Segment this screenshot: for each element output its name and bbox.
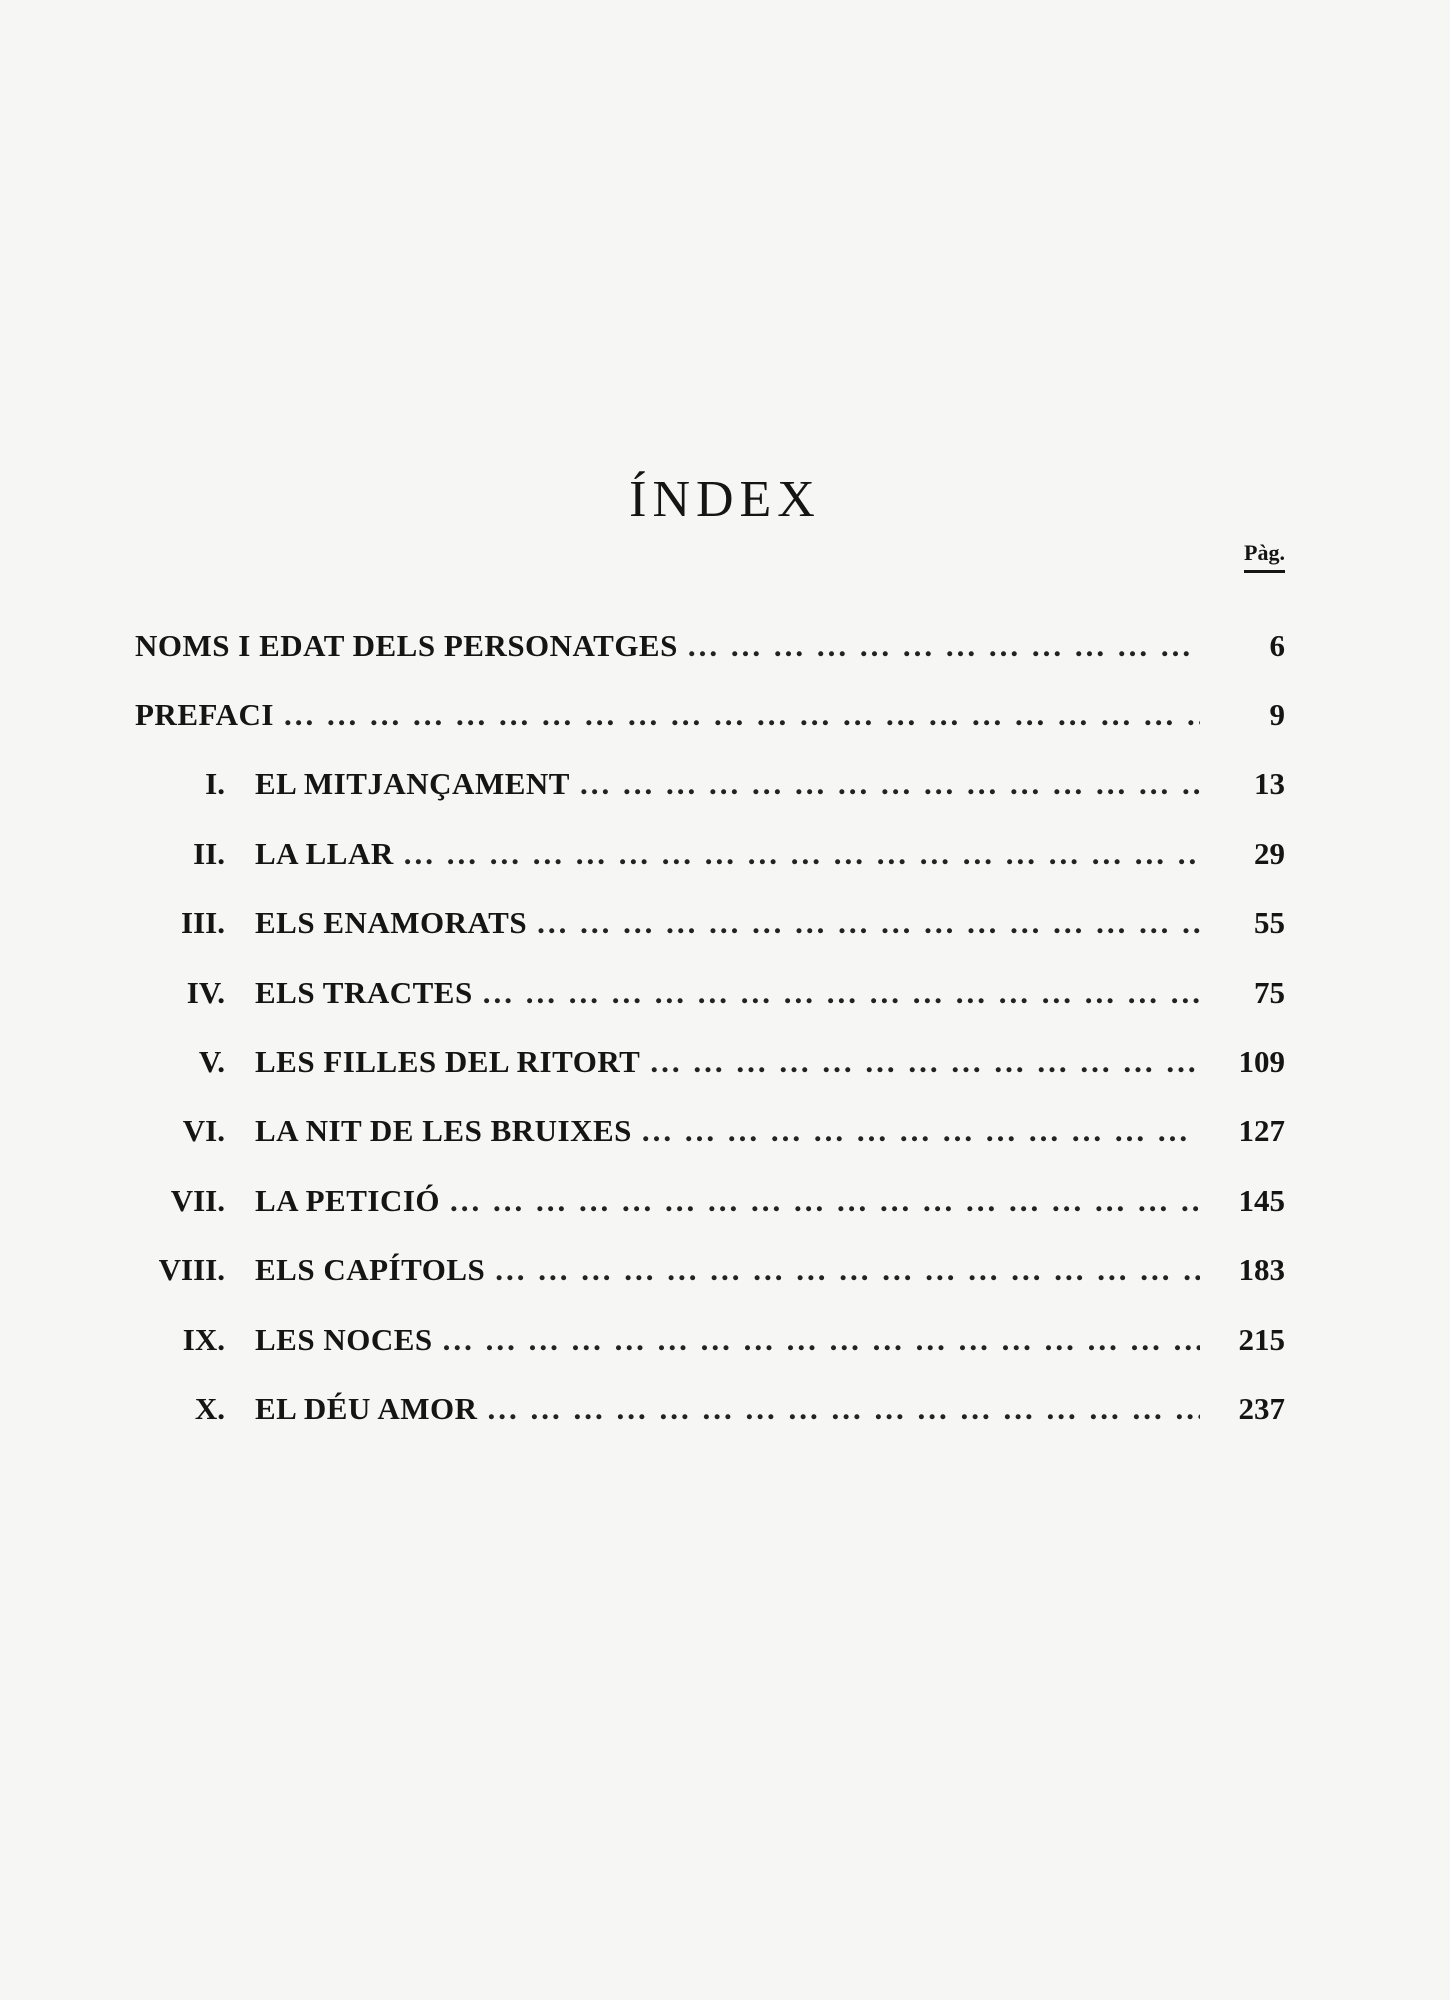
dot-leader <box>537 905 1200 941</box>
dot-leader <box>642 1113 1200 1149</box>
dot-leader <box>495 1252 1200 1288</box>
toc-entry-number: III. <box>181 905 225 941</box>
dot-leader <box>284 697 1200 733</box>
toc-entry-number: VIII. <box>158 1252 225 1288</box>
toc-entry <box>135 819 1285 888</box>
toc-entry-title: NOMS I EDAT DELS PERSONATGES <box>135 627 678 663</box>
toc-entry-page: 9 <box>1269 697 1285 733</box>
toc-entry-number: X. <box>194 1390 225 1426</box>
toc-entry-number: VII. <box>170 1182 225 1218</box>
toc-entry <box>135 958 1285 1027</box>
toc-entry-title: LA PETICIÓ <box>255 1182 441 1218</box>
toc-entry-number: I. <box>205 766 225 802</box>
toc-entry-title: LA NIT DE LES BRUIXES <box>255 1113 632 1149</box>
toc-entry-page: 109 <box>1238 1044 1285 1080</box>
toc-entry <box>135 889 1285 958</box>
toc-entry <box>135 1027 1285 1096</box>
toc-entry <box>135 1236 1285 1305</box>
dot-leader <box>483 975 1200 1011</box>
toc-entry-page: 183 <box>1238 1252 1285 1288</box>
toc-entry-page: 75 <box>1254 974 1285 1010</box>
toc-entry-number: IV. <box>186 974 225 1010</box>
toc-entry-title: PREFACI <box>135 697 274 733</box>
toc-entry-title: EL DÉU AMOR <box>255 1390 478 1426</box>
toc-entry-page: 127 <box>1238 1113 1285 1149</box>
toc-entry-number: IX. <box>182 1321 225 1357</box>
toc-entry <box>135 1305 1285 1374</box>
toc-entry-page: 215 <box>1238 1321 1285 1357</box>
dot-leader <box>450 1183 1200 1219</box>
toc-entry <box>135 611 1285 680</box>
toc-entry-page: 55 <box>1254 905 1285 941</box>
toc-entry-title: LES NOCES <box>255 1321 433 1357</box>
toc-entry-title: ELS TRACTES <box>255 974 473 1010</box>
toc-entry-title: LA LLAR <box>255 835 394 871</box>
page-title: ÍNDEX <box>629 471 821 528</box>
toc-entry-title: LES FILLES DEL RITORT <box>255 1044 641 1080</box>
toc-entry <box>135 680 1285 749</box>
toc-entry <box>135 1097 1285 1166</box>
dot-leader <box>580 766 1200 802</box>
dot-leader <box>443 1322 1200 1358</box>
dot-leader <box>688 628 1200 664</box>
toc-entry-title: ELS ENAMORATS <box>255 905 528 941</box>
toc-entry-page: 13 <box>1254 766 1285 802</box>
toc-entry-number: V. <box>198 1044 225 1080</box>
toc-entry-page: 237 <box>1238 1390 1285 1426</box>
table-of-contents <box>135 611 1285 1444</box>
dot-leader <box>404 836 1200 872</box>
toc-entry-title: EL MITJANÇAMENT <box>255 766 570 802</box>
toc-entry-page: 6 <box>1269 627 1285 663</box>
toc-entry-number: VI. <box>182 1113 225 1149</box>
dot-leader <box>488 1391 1200 1427</box>
toc-entry <box>135 1374 1285 1443</box>
toc-entry <box>135 750 1285 819</box>
toc-entry-number: II. <box>193 835 225 871</box>
dot-leader <box>650 1044 1200 1080</box>
toc-entry <box>135 1166 1285 1235</box>
toc-entry-page: 145 <box>1238 1182 1285 1218</box>
toc-entry-page: 29 <box>1254 835 1285 871</box>
page-column-label: Pàg. <box>1244 540 1285 573</box>
toc-entry-title: ELS CAPÍTOLS <box>255 1252 486 1288</box>
